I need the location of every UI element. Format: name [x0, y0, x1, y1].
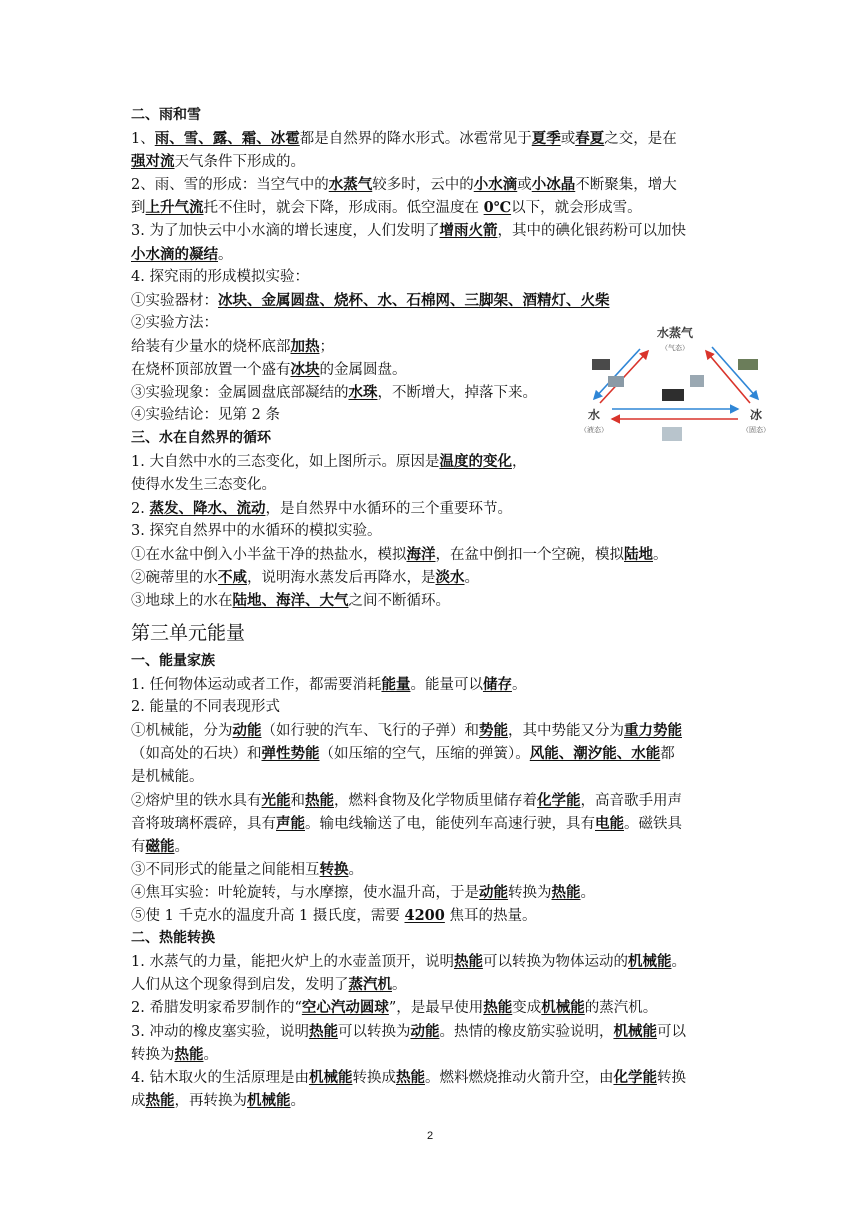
text-line [131, 243, 731, 266]
text-run: 2、雨、雪的形成：当空气中的 [131, 177, 329, 194]
text-line [131, 1066, 731, 1089]
text-line [131, 1043, 731, 1066]
text-line [131, 742, 731, 765]
text-run: ”，是最早使用 [388, 1000, 484, 1017]
text-run: 。磁铁具 [624, 815, 682, 832]
text-run: ①实验器材： [131, 292, 218, 309]
text-run: 给装有少量水的烧杯底部 [131, 338, 291, 355]
deposition-arrow [712, 347, 758, 399]
key-term: 空心汽动圆球 [301, 999, 389, 1017]
photo-thumbnail-6 [662, 427, 682, 441]
text-run: 或 [560, 131, 576, 148]
key-term: 陆地 [624, 545, 653, 563]
text-run: ，高音歌手用声 [580, 792, 682, 809]
text-line [131, 127, 731, 150]
text-run: 。 [392, 977, 407, 994]
key-term: 弹性势能 [261, 745, 320, 763]
text-run: 。热情的橡皮筋实验说明， [439, 1023, 614, 1040]
key-term: 陆地、海洋、大气 [232, 591, 349, 609]
key-term: 夏季 [531, 130, 561, 148]
key-term: 海洋 [406, 545, 436, 563]
text-run: 三、水在自然界的循环 [131, 430, 271, 447]
text-line [131, 1089, 731, 1112]
key-term: 机械能 [627, 953, 672, 971]
text-line [131, 950, 731, 973]
photo-thumbnail-3 [738, 359, 758, 370]
text-run: 转换为 [508, 885, 552, 901]
text-run: ②碗蒂里的水 [131, 569, 218, 586]
text-run: ； [319, 338, 334, 355]
text-run: 可以转换为物体运动的 [482, 954, 628, 971]
text-line [131, 497, 731, 520]
text-run: 可以转换为 [337, 1023, 411, 1040]
text-run: 或 [517, 177, 532, 194]
text-run: 。 [653, 546, 668, 563]
text-run: ⑤使 1 千克水的温度升高 1 摄氏度，需要 [131, 908, 405, 925]
text-run: 1、 [131, 131, 155, 148]
key-term: 能量 [381, 676, 411, 694]
text-run: 。 [218, 246, 233, 263]
key-term: 光能 [261, 791, 291, 809]
text-run: 第三单元能量 [131, 622, 246, 645]
text-run: 1. 水蒸气的力量，能把火炉上的水壶盖顶开，说明 [131, 954, 454, 971]
text-run: 3. 为了加快云中小水滴的增长速度，人们发明了 [131, 223, 440, 240]
text-run: 。能量可以 [410, 677, 483, 694]
condensation-arrow [594, 349, 640, 399]
water-cycle-diagram [578, 321, 772, 447]
text-run: 二、热能转换 [131, 930, 215, 947]
vapor-state-label: （气态） [661, 344, 689, 352]
photo-thumbnail-2 [608, 376, 624, 387]
text-run: 不断聚集，增大 [575, 177, 677, 194]
text-run: 3. 冲动的橡皮塞实验，说明 [131, 1023, 309, 1040]
text-run: 天气条件下形成的。 [174, 154, 305, 171]
key-term: 动能 [410, 1022, 440, 1040]
key-term: 小水滴 [473, 176, 518, 194]
text-run: ，燃料食物及化学物质里储存着 [334, 792, 537, 809]
text-run: 音将玻璃杯震碎，具有 [131, 815, 276, 832]
key-term: 势能 [479, 722, 508, 740]
text-run: 都是自然界的降水形式。冰雹常见于 [299, 131, 532, 148]
text-run: 之间不断循环。 [348, 592, 450, 609]
text-run: 和 [290, 792, 305, 809]
text-run: 。 [464, 569, 479, 586]
text-run: ④焦耳实验：叶轮旋转，与水摩擦，使水温升高，于是 [131, 885, 479, 901]
key-term: 冰块、金属圆盘、烧杯、水、石棉网、三脚架、酒精灯、火柴 [218, 291, 610, 309]
key-term: 温度的变化 [439, 453, 512, 471]
key-term: 雨、雪、露、霜、冰雹 [154, 130, 300, 148]
text-run: ①机械能，分为 [131, 723, 233, 740]
key-term: 蒸发、降水、流动 [149, 499, 266, 517]
text-run: ②实验方法： [131, 314, 218, 331]
text-line [131, 335, 551, 358]
text-line [131, 696, 731, 719]
text-run: 。输电线输送了电，能使列车高速行驶，具有 [305, 815, 595, 832]
text-line [131, 719, 731, 742]
text-line [131, 1020, 731, 1043]
text-line [131, 289, 731, 312]
key-term: 冰块 [290, 361, 320, 379]
text-run: 较多时，云中的 [372, 177, 474, 194]
text-line [131, 673, 731, 696]
key-term: 机械能 [541, 999, 585, 1017]
text-run: 托不住时，就会下降，形成雨。低空温度在 [203, 200, 484, 217]
text-run: ③不同形式的能量之间能相互 [131, 861, 320, 878]
text-run: 人们从这个现象得到启发，发明了 [131, 977, 349, 994]
ice-state-label: （固态） [742, 426, 770, 434]
key-term: 磁能 [145, 837, 175, 855]
key-term: 春夏 [575, 130, 605, 148]
key-term: 增雨火箭 [439, 222, 498, 240]
text-line [131, 766, 731, 789]
text-line [131, 450, 551, 473]
section-heading [131, 650, 731, 673]
key-term: 上升气流 [145, 199, 204, 217]
key-term: 热能 [551, 884, 581, 901]
key-term: 加热 [290, 337, 320, 355]
text-run: 的蒸汽机。 [584, 1000, 658, 1017]
key-term: 热能 [145, 1091, 175, 1109]
text-run: 使得水发生三态变化。 [131, 476, 276, 493]
text-run: 。 [511, 677, 527, 694]
unit-title [131, 618, 731, 648]
key-term: 声能 [276, 814, 305, 832]
text-run: ，其中势能又分为 [508, 723, 624, 740]
text-line [131, 996, 731, 1019]
key-term: 机械能 [308, 1068, 353, 1086]
key-term: 转换 [319, 860, 349, 878]
key-term: 不咸 [218, 568, 247, 586]
text-line [131, 812, 731, 835]
key-term: 机械能 [613, 1022, 657, 1040]
text-line [131, 520, 731, 543]
text-run: ，其中的碘化银药粉可以加快 [497, 223, 686, 240]
key-term: 化学能 [613, 1068, 657, 1086]
text-run: 转换 [656, 1069, 686, 1086]
text-run: ②熔炉里的铁水具有 [131, 792, 262, 809]
text-run: 。燃料燃烧推动火箭升空，由 [424, 1069, 614, 1086]
section-heading [131, 427, 551, 450]
text-run: 2. [131, 500, 150, 517]
key-term: 水珠 [348, 384, 378, 402]
text-run: 。 [348, 861, 363, 878]
section-heading [131, 927, 731, 950]
text-run: ③实验现象：金属圆盘底部凝结的 [131, 385, 349, 402]
key-term: 0℃ [483, 199, 512, 217]
text-run: 的金属圆盘。 [319, 362, 407, 379]
key-term: 热能 [174, 1045, 204, 1063]
key-term: 小冰晶 [531, 176, 576, 194]
key-term: 电能 [595, 814, 624, 832]
text-run: 之交，是在 [604, 131, 677, 148]
text-run: 焦耳的热量。 [444, 908, 537, 925]
text-run: 以下，就会形成雪。 [511, 200, 642, 217]
text-run: 。 [671, 954, 686, 971]
key-term: 热能 [308, 1022, 338, 1040]
key-term: 机械能 [247, 1091, 291, 1109]
text-run: ①在水盆中倒入小半盆干净的热盐水，模拟 [131, 546, 407, 563]
text-run: ，不断增大，掉落下来。 [377, 385, 537, 402]
text-run: ，再转换为 [174, 1092, 247, 1109]
photo-thumbnail-4 [690, 375, 704, 387]
text-line [131, 474, 551, 497]
text-run: 2. 希腊发明家希罗制作的“ [131, 1000, 302, 1017]
text-line [131, 566, 731, 589]
text-run: 1. 大自然中水的三态变化，如上图所示。原因是 [131, 454, 440, 471]
text-run: 到 [131, 200, 146, 217]
text-run: 。 [174, 838, 189, 855]
key-term: 强对流 [131, 153, 175, 171]
key-term: 4200 [404, 907, 445, 925]
text-run: 是机械能。 [131, 768, 204, 785]
page-number: 2 [426, 1130, 434, 1142]
text-run: ④实验结论：见第 2 条 [131, 407, 280, 424]
text-line [131, 219, 731, 242]
key-term: 动能 [232, 722, 262, 740]
text-line [131, 196, 731, 219]
text-run: （如行驶的汽车、飞行的子弹）和 [261, 723, 479, 740]
key-term: 热能 [453, 953, 483, 971]
key-term: 蒸汽机 [348, 976, 392, 994]
text-run: ， [511, 454, 527, 471]
ice-label: 冰 [749, 408, 763, 422]
key-term: 动能 [479, 884, 508, 901]
text-run: 成 [131, 1092, 146, 1109]
text-run: 都 [660, 746, 675, 763]
text-run: 在烧杯顶部放置一个盛有 [131, 362, 291, 379]
text-run: 。 [580, 885, 595, 901]
key-term: 淡水 [435, 568, 465, 586]
key-term: 热能 [483, 999, 513, 1017]
text-line [131, 381, 551, 404]
photo-thumbnail-1 [592, 359, 610, 370]
text-run: 4. 探究雨的形成模拟实验： [131, 268, 309, 285]
text-run: （如压缩的空气，压缩的弹簧）。 [319, 746, 530, 763]
text-run: 。 [203, 1046, 218, 1063]
vapor-label: 水蒸气 [656, 326, 694, 340]
text-run: 转换成 [352, 1069, 396, 1086]
text-run: ③地球上的水在 [131, 592, 233, 609]
text-run: 1. 任何物体运动或者工作，都需要消耗 [131, 677, 382, 694]
text-run: ，说明海水蒸发后再降水，是 [247, 569, 436, 586]
photo-thumbnail-5 [662, 389, 684, 401]
key-term: 热能 [395, 1068, 425, 1086]
text-run: 有 [131, 838, 146, 855]
text-run: ，是自然界中水循环的三个重要环节。 [265, 500, 512, 517]
text-run: 2. 能量的不同表现形式 [131, 699, 280, 716]
key-term: 热能 [305, 791, 334, 809]
text-line [131, 358, 551, 381]
key-term: 风能、潮汐能、水能 [529, 745, 661, 763]
key-term: 重力势能 [624, 722, 682, 740]
water-state-label: （液态） [580, 426, 608, 434]
key-term: 储存 [482, 676, 512, 694]
text-line [131, 858, 731, 881]
text-line [131, 543, 731, 566]
text-line [131, 835, 731, 858]
text-line [131, 404, 551, 427]
text-line [131, 266, 731, 289]
text-run: 二、雨和雪 [131, 107, 201, 123]
document-body [131, 104, 731, 1112]
text-run: 。 [290, 1092, 305, 1109]
text-run: 3. 探究自然界中的水循环的模拟实验。 [131, 522, 382, 539]
key-term: 化学能 [537, 791, 581, 809]
text-line [131, 173, 731, 196]
text-line [131, 904, 731, 927]
water-label: 水 [587, 408, 601, 422]
text-run: 变成 [512, 1000, 542, 1017]
text-line [131, 789, 731, 812]
text-run: （如高处的石块）和 [131, 746, 262, 763]
text-line [131, 589, 731, 612]
key-term: 小水滴的凝结 [131, 245, 218, 263]
text-run: 一、能量家族 [131, 653, 215, 670]
text-line [131, 881, 731, 904]
text-run: ，在盆中倒扣一个空碗，模拟 [435, 546, 624, 563]
text-run: 转换为 [131, 1046, 175, 1063]
text-line [131, 973, 731, 996]
text-line [131, 150, 731, 173]
text-run: 4. 钻木取火的生活原理是由 [131, 1069, 309, 1086]
section-heading [131, 104, 731, 127]
key-term: 水蒸气 [328, 176, 373, 194]
sublimation-arrow [706, 351, 750, 403]
text-run: 可以 [656, 1023, 686, 1040]
